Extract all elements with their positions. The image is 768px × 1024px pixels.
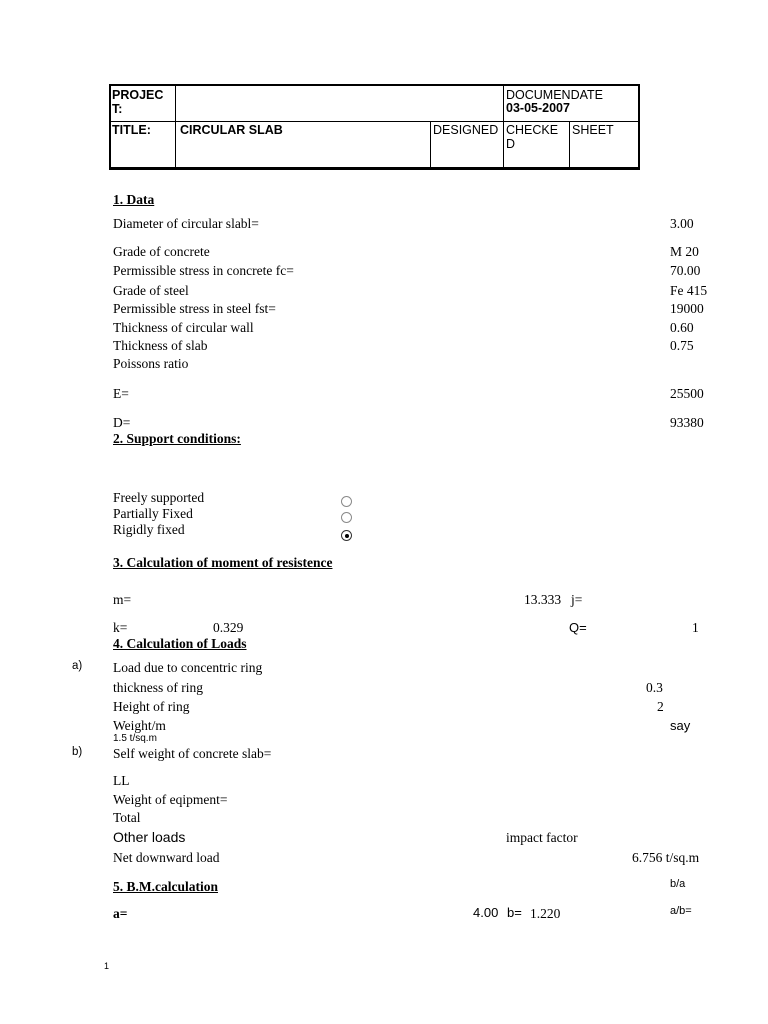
ab-label: a/b=: [670, 905, 692, 917]
data-label-grade-steel: Grade of steel: [113, 283, 189, 298]
other-loads-label: Other loads: [113, 829, 186, 845]
m-value: 13.333: [524, 592, 562, 607]
data-label-d: D=: [113, 415, 131, 430]
impact-factor-label: impact factor: [506, 830, 578, 845]
concentric-ring-label: Load due to concentric ring: [113, 660, 263, 675]
data-label-poissons: Poissons ratio: [113, 356, 189, 371]
marker-b: b): [72, 746, 83, 758]
support-option-rigidly: Rigidly fixed: [113, 522, 185, 537]
data-label-stress-concrete: Permissible stress in concrete fc=: [113, 263, 294, 278]
data-label-diameter: Diameter of circular slabl=: [113, 216, 259, 231]
checked-label: CHECKE D: [506, 123, 559, 151]
data-label-grade-concrete: Grade of concrete: [113, 244, 210, 259]
b-label: b=: [507, 905, 522, 920]
weight-small-note: 1.5 t/sq.m: [113, 733, 157, 744]
header-col-line-3: [503, 84, 504, 170]
sheet-label: SHEET: [572, 123, 614, 137]
radio-rigidly-fixed[interactable]: [341, 530, 352, 541]
ring-thickness-value: 0.3: [646, 680, 663, 695]
q-label: Q=: [569, 620, 587, 635]
header-divider: [109, 121, 640, 122]
data-label-e: E=: [113, 386, 129, 401]
data-label-stress-steel: Permissible stress in steel fst=: [113, 301, 276, 316]
k-label: k=: [113, 620, 128, 635]
data-value-e: 25500: [670, 386, 704, 401]
self-weight-label: Self weight of concrete slab=: [113, 746, 272, 761]
m-label: m=: [113, 592, 132, 607]
page-number: 1: [104, 961, 110, 971]
a-label: a=: [113, 906, 128, 921]
header-col-line-4: [569, 121, 570, 170]
equipment-label: Weight of eqipment=: [113, 792, 228, 807]
data-value-grade-steel: Fe 415: [670, 283, 708, 298]
data-heading: 1. Data: [113, 192, 155, 207]
data-label-slab-thickness: Thickness of slab: [113, 338, 208, 353]
project-label: PROJEC T:: [112, 88, 164, 116]
date-value: 03-05-2007: [506, 101, 570, 115]
ll-label: LL: [113, 773, 130, 788]
weight-say: say: [670, 718, 691, 733]
title-value: CIRCULAR SLAB: [180, 123, 283, 137]
document-label: DOCUMENDATE: [506, 88, 603, 102]
support-heading: 2. Support conditions:: [113, 431, 241, 446]
data-value-grade-concrete: M 20: [670, 244, 699, 259]
net-load-label: Net downward load: [113, 850, 220, 865]
ring-thickness-label: thickness of ring: [113, 680, 203, 695]
ring-height-value: 2: [657, 699, 664, 714]
data-value-stress-concrete: 70.00: [670, 263, 701, 278]
data-value-wall-thickness: 0.60: [670, 320, 694, 335]
data-value-stress-steel: 19000: [670, 301, 704, 316]
data-value-slab-thickness: 0.75: [670, 338, 694, 353]
bm-heading: 5. B.M.calculation: [113, 879, 218, 894]
j-label: j=: [571, 592, 583, 607]
total-label: Total: [113, 810, 141, 825]
radio-freely-supported[interactable]: [341, 496, 352, 507]
data-value-diameter: 3.00: [670, 216, 694, 231]
data-label-wall-thickness: Thickness of circular wall: [113, 320, 254, 335]
ring-height-label: Height of ring: [113, 699, 190, 714]
data-value-d: 93380: [670, 415, 704, 430]
designed-label: DESIGNED: [433, 123, 499, 137]
radio-partially-fixed[interactable]: [341, 512, 352, 523]
header-col-line-1: [175, 84, 176, 170]
net-load-value: 6.756 t/sq.m: [632, 850, 700, 865]
k-value: 0.329: [213, 620, 244, 635]
q-value: 1: [692, 620, 699, 635]
loads-heading: 4. Calculation of Loads: [113, 636, 247, 651]
b-value: 1.220: [530, 906, 561, 921]
support-option-freely: Freely supported: [113, 490, 205, 505]
ba-label: b/a: [670, 878, 686, 890]
weight-label: Weight/m: [113, 718, 166, 733]
support-option-partially: Partially Fixed: [113, 506, 193, 521]
moment-heading: 3. Calculation of moment of resistence: [113, 555, 333, 570]
header-col-line-2: [430, 121, 431, 170]
a-value: 4.00: [473, 905, 499, 920]
title-label: TITLE:: [112, 123, 151, 137]
marker-a: a): [72, 660, 83, 672]
